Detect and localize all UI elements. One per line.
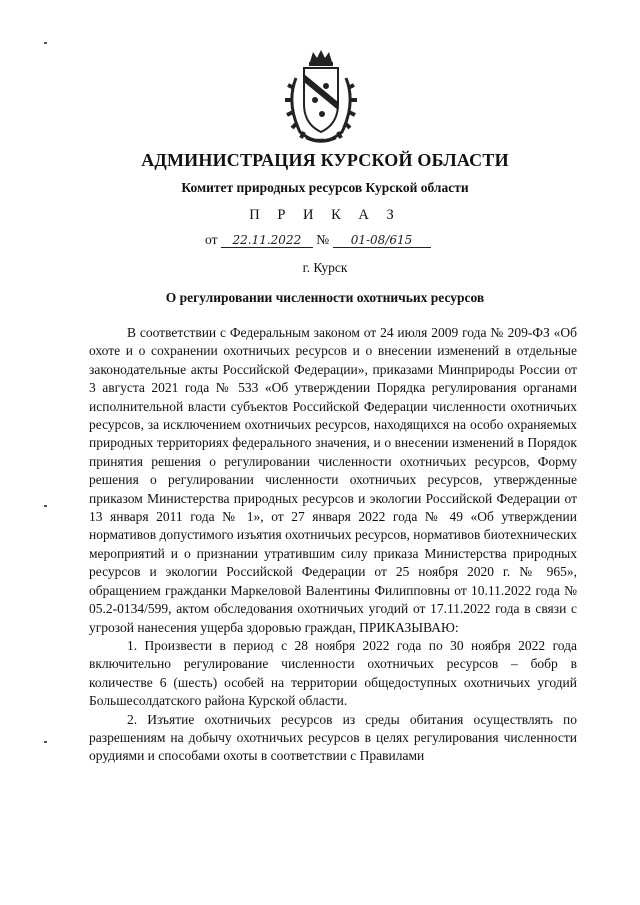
coat-of-arms-emblem [282, 48, 360, 146]
document-subject: О регулировании численности охотничьих ресурсов [165, 290, 485, 305]
body-paragraph: 2. Изъятие охотничьих ресурсов из среды обитания осуществлять по разрешениям на добычу охотничьих ресурсов в целях регулирования численности орудиями и способами охоты в соответствии с Правилами [89, 711, 577, 764]
date-number-line [205, 232, 431, 248]
organization-title: АДМИНИСТРАЦИЯ КУРСКОЙ ОБЛАСТИ [141, 150, 509, 170]
scan-mark [44, 505, 47, 507]
number-prefix: № [316, 232, 330, 247]
number-value: 01-08/615 [333, 233, 431, 248]
scan-mark [44, 42, 47, 44]
body-paragraph: 1. Произвести в период с 28 ноября 2022 года по 30 ноября 2022 года включительно регулирование численности охотничьих ресурсов – бобр в количестве 6 (шесть) особей на территории общедоступных охотничьих угодий Большесолдатского района Курской области. [89, 637, 577, 709]
date-value: 22.11.2022 [221, 233, 313, 248]
document-body [89, 324, 577, 766]
document-type: П Р И К А З [249, 207, 401, 223]
date-prefix: от [205, 232, 218, 247]
committee-name: Комитет природных ресурсов Курской области [181, 180, 469, 195]
scan-mark [44, 741, 47, 743]
city: г. Курск [302, 260, 348, 275]
body-paragraph: В соответствии с Федеральным законом от 24 июля 2009 года № 209-ФЗ «Об охоте и о сохранении охотничьих ресурсов и о внесении изменений в отдельные законодательные акты Российской Федерации», приказами Минприроды России от 3 августа 2021 года № 533 «Об утверждении Порядка регулирования органами исполнительной власти субъектов Российской Федерации численности охотничьих ресурсов, за исключением охотничьих ресурсов, находящихся на особо охраняемых природных территориях федерального значения, и о внесении изменений в Порядок принятия решения о регулировании численности охотничьих ресурсов, Форму решения о регулировании численности охотничьих ресурсов, утвержденные приказом Министерства природных ресурсов и экологии Российской Федерации от 13 января 2011 года № 1», от 27 января 2022 года № 49 «Об утверждении нормативов допустимого изъятия охотничьих ресурсов, нормативов биотехнических мероприятий и о признании утратившим силу приказа Министерства природных ресурсов и экологии Российской Федерации от 25 ноября 2020 г. № 965», обращением гражданки Маркеловой Валентины Филипповны от 10.11.2022 года № 05.2-0134/599, актом обследования охотничьих угодий от 17.11.2022 года в связи с угрозой нанесения ущерба здоровью граждан, ПРИКАЗЫВАЮ: [89, 325, 577, 635]
